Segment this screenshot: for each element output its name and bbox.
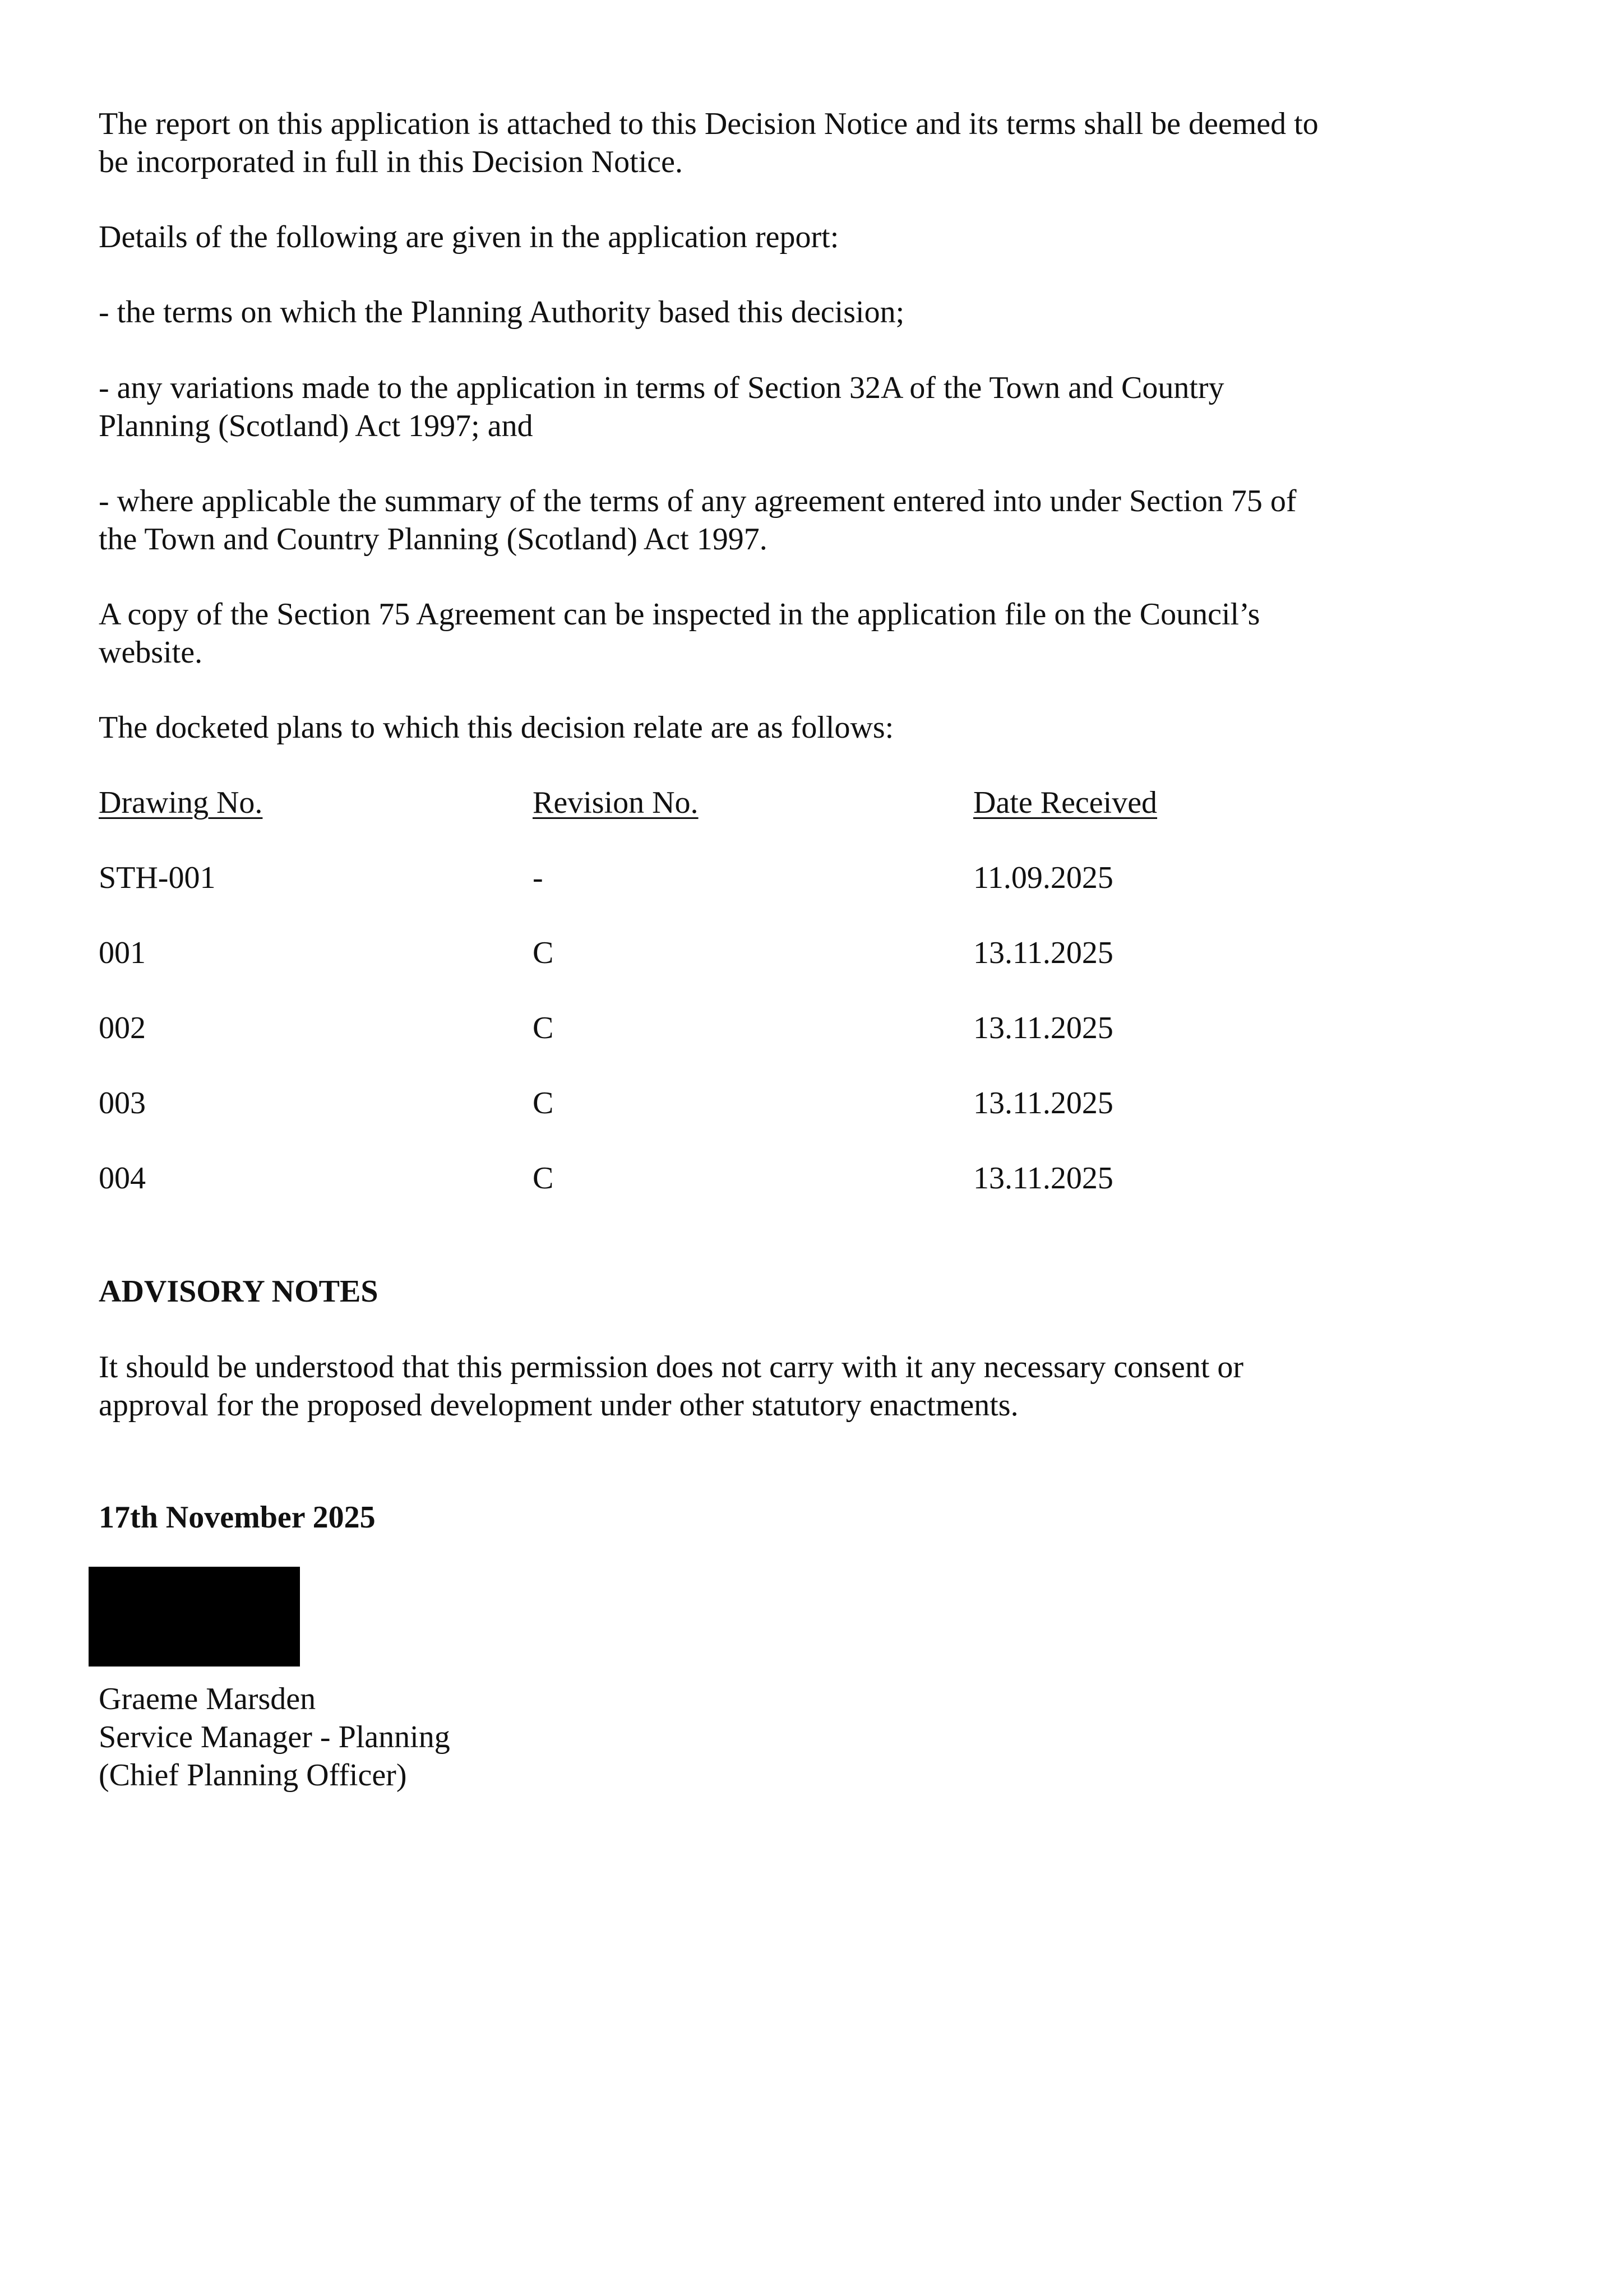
date-received-cell: 13.11.2025 [973,936,1113,970]
header-date-received: Date Received [973,785,1158,820]
revision-no-cell: C [533,1086,554,1121]
variations-bullet-line-2: Planning (Scotland) Act 1997; and [99,409,533,443]
date-received-cell: 11.09.2025 [973,860,1113,895]
report-attachment-line-2: be incorporated in full in this Decision Notice. [99,145,683,179]
drawing-no-cell: 002 [99,1011,146,1045]
advisory-notes-heading-text: ADVISORY NOTES [99,1274,378,1309]
drawing-no-cell: 003 [99,1086,146,1121]
drawing-no-cell: 004 [99,1161,146,1196]
variations-bullet-paragraph [99,369,1500,445]
plans-table-header-row [99,784,1500,822]
details-intro-paragraph [99,218,1500,256]
signatory-block [99,1680,1500,1794]
revision-no-cell: C [533,936,554,970]
variations-bullet-line-1: - any variations made to the application in terms of Section 32A of the Town and Country [99,371,1224,405]
advisory-notes-line-1: It should be understood that this permission does not carry with it any necessary consent or [99,1350,1244,1385]
date-received-cell: 13.11.2025 [973,1161,1113,1196]
docketed-plans-intro-text: The docketed plans to which this decision relate are as follows: [99,710,894,745]
drawing-no-cell: 001 [99,936,146,970]
table-row [99,934,1500,972]
header-drawing-no: Drawing No. [99,785,263,820]
header-revision-no: Revision No. [533,785,699,820]
section75-bullet-line-2: the Town and Country Planning (Scotland) Act 1997. [99,522,767,557]
report-attachment-paragraph [99,105,1500,181]
section75-copy-line-2: website. [99,635,203,670]
section75-copy-paragraph [99,595,1500,672]
table-row [99,859,1500,897]
decision-date-text: 17th November 2025 [99,1500,376,1535]
terms-bullet-paragraph [99,293,1500,331]
decision-date [99,1498,1500,1536]
advisory-notes-paragraph [99,1348,1500,1424]
table-row [99,1009,1500,1047]
signatory-name: Graeme Marsden [99,1682,316,1716]
details-intro-text: Details of the following are given in the application report: [99,220,839,254]
date-received-cell: 13.11.2025 [973,1086,1113,1121]
date-received-cell: 13.11.2025 [973,1011,1113,1045]
terms-bullet-text: - the terms on which the Planning Authority based this decision; [99,295,905,330]
docketed-plans-intro [99,709,1500,747]
section75-bullet-paragraph [99,482,1500,558]
revision-no-cell: C [533,1011,554,1045]
redacted-signature [89,1567,300,1667]
section75-bullet-line-1: - where applicable the summary of the terms of any agreement entered into under Section 75 of [99,484,1297,519]
advisory-notes-line-2: approval for the proposed development under other statutory enactments. [99,1388,1019,1423]
signatory-role: Service Manager - Planning [99,1720,450,1755]
signatory-title: (Chief Planning Officer) [99,1758,407,1793]
section75-copy-line-1: A copy of the Section 75 Agreement can be inspected in the application file on the Council’s [99,597,1260,632]
report-attachment-line-1: The report on this application is attached to this Decision Notice and its terms shall be deemed to [99,107,1319,141]
revision-no-cell: C [533,1161,554,1196]
revision-no-cell: - [533,860,543,895]
table-row [99,1159,1500,1197]
table-row [99,1084,1500,1122]
drawing-no-cell: STH-001 [99,860,216,895]
advisory-notes-heading [99,1272,1500,1311]
